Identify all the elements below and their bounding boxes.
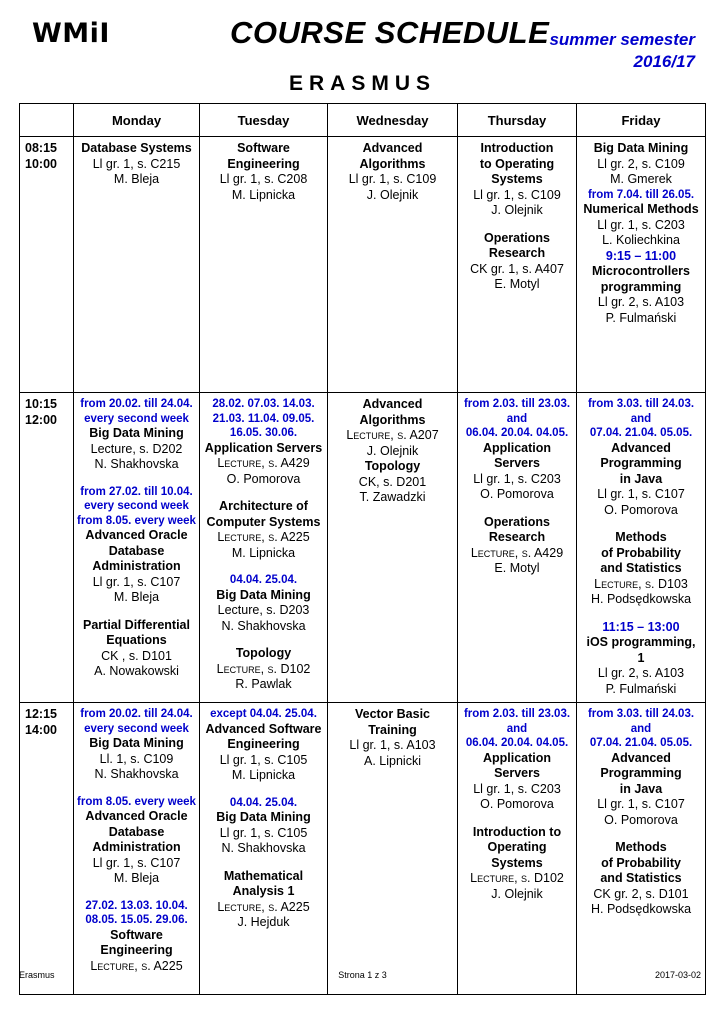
spacer [579, 828, 703, 840]
course-detail: T. Zawadzki [359, 490, 426, 504]
schedule-cell-thursday [458, 393, 577, 703]
course-detail: N. Shakhovska [221, 618, 306, 633]
time-slot-row [20, 137, 706, 393]
course-detail: Ll gr. 1, s. C109 [348, 172, 437, 186]
course-detail: J. Olejnik [491, 203, 543, 217]
course-detail: E. Motyl [494, 277, 540, 291]
schedule-cell-thursday [458, 703, 577, 995]
course-name: Software [237, 141, 290, 155]
semester-label [535, 29, 695, 73]
page-title: COURSE SCHEDULE [230, 15, 550, 50]
course-detail: CK , s. D101 [101, 648, 172, 663]
course-detail: E. Motyl [494, 561, 540, 575]
date-note: except 04.04. 25.04. [210, 708, 317, 720]
course-name: Servers [494, 766, 540, 780]
course-name: Microcontrollers [592, 264, 690, 278]
date-note: 28.02. 07.03. 14.03. [212, 398, 315, 410]
course-detail: Ll gr. 1, s. C105 [219, 752, 308, 767]
footer-left: Erasmus [19, 970, 55, 980]
program-subtitle: ERASMUS [288, 72, 436, 95]
course-detail: A. Lipnicki [364, 753, 421, 768]
date-note: and [630, 412, 652, 425]
spacer [579, 608, 703, 620]
date-note: and [506, 412, 528, 425]
time-note: 9:15 – 11:00 [605, 248, 677, 263]
course-detail: Lecture, s. A429 [470, 545, 564, 560]
spacer [202, 561, 325, 573]
course-name: Big Data Mining [593, 141, 689, 155]
time-end: 14:00 [25, 722, 57, 737]
date-note: and [506, 722, 528, 735]
course-name: 1 [637, 650, 645, 665]
course-name: Database [108, 824, 165, 839]
time-end: 12:00 [25, 412, 57, 427]
course-detail: CK gr. 1, s. A407 [470, 261, 564, 276]
course-detail: Lecture, s. A225 [217, 899, 310, 914]
date-note: from 7.04. till 26.05. [587, 188, 695, 201]
course-detail: M. Bleja [113, 590, 160, 604]
course-name: Engineering [100, 943, 173, 957]
course-detail: Ll gr. 1, s. C107 [92, 855, 181, 870]
date-note: from 8.05. every week [77, 795, 196, 808]
schedule-cell-friday [577, 703, 706, 995]
time-slot-cell [20, 137, 74, 393]
spacer [460, 813, 574, 825]
course-name: Advanced Oracle [85, 528, 188, 542]
schedule-table [19, 103, 706, 995]
course-name: in Java [619, 471, 663, 486]
spacer [202, 487, 325, 499]
date-note: 04.04. 25.04. [229, 574, 298, 586]
course-name: Programming [600, 766, 682, 780]
course-detail: Ll gr. 1, s. C203 [597, 217, 685, 232]
course-detail: J. Olejnik [491, 886, 543, 901]
course-name: in Java [619, 781, 663, 796]
spacer [76, 606, 197, 618]
course-detail: Lecture, s. D103 [594, 576, 688, 591]
course-name: Advanced Software [205, 721, 322, 736]
course-name: iOS programming, [586, 635, 696, 649]
day-header-tuesday: Tuesday [200, 104, 328, 137]
course-detail: N. Shakhovska [94, 767, 179, 781]
schedule-cell-friday [577, 393, 706, 703]
course-name: Application [482, 750, 552, 765]
time-slot-cell [20, 393, 74, 703]
date-note: from 2.03. till 23.03. [463, 708, 571, 720]
course-name: Analysis 1 [232, 884, 295, 898]
spacer [76, 783, 197, 795]
date-note: 27.02. 13.03. 10.04. [85, 899, 188, 912]
course-detail: O. Pomorova [604, 812, 678, 827]
footer-page-number: Strona 1 z 3 [338, 970, 387, 980]
course-detail: Ll gr. 2, s. A103 [597, 666, 685, 680]
time-slot-row [20, 703, 706, 995]
course-detail: Ll gr. 1, s. C203 [473, 781, 561, 796]
course-detail: Lecture, s. A207 [346, 428, 439, 442]
course-detail: P. Fulmański [605, 310, 677, 325]
course-detail: Lecture, s. A429 [217, 456, 310, 470]
course-detail: H. Podsędkowska [590, 902, 692, 916]
course-name: Equations [106, 633, 167, 647]
course-name: Operations [484, 514, 550, 529]
course-name: Methods [615, 530, 667, 544]
course-detail: Ll gr. 1, s. C105 [219, 825, 308, 840]
date-note: 16.05. 30.06. [229, 427, 298, 439]
course-name: Topology [364, 459, 421, 473]
course-detail: Lecture, s. A225 [217, 530, 310, 544]
date-note: 06.04. 20.04. 04.05. [465, 737, 569, 749]
time-end: 10:00 [25, 156, 57, 171]
course-detail: O. Pomorova [226, 471, 301, 486]
course-name: and Statistics [600, 561, 682, 575]
course-detail: Ll gr. 1, s. C208 [219, 172, 308, 186]
date-note: 07.04. 21.04. 05.05. [589, 737, 693, 749]
spacer [202, 857, 325, 869]
course-detail: Ll gr. 1, s. C203 [473, 471, 561, 486]
course-name: Big Data Mining [216, 810, 311, 824]
course-name: Big Data Mining [89, 426, 184, 440]
course-name: Engineering [227, 156, 300, 171]
course-name: Software [110, 927, 163, 942]
course-detail: P. Fulmański [605, 681, 677, 696]
course-name: Advanced [611, 440, 671, 455]
time-start: 08:15 [25, 141, 57, 155]
schedule-cell-wednesday [328, 393, 458, 703]
schedule-cell-wednesday [328, 137, 458, 393]
course-name: Administration [92, 559, 181, 573]
course-detail: O. Pomorova [604, 502, 678, 517]
course-name: of Probability [601, 545, 681, 560]
course-detail: Lecture, s. D102 [216, 661, 311, 676]
course-name: Database [108, 543, 165, 558]
time-start: 12:15 [25, 707, 57, 721]
course-name: Advanced [362, 141, 423, 155]
course-detail: CK, s. D201 [358, 474, 427, 489]
date-note: from 20.02. till 24.04. [80, 398, 193, 410]
course-name: Vector Basic [354, 707, 431, 721]
course-name: Introduction [480, 141, 554, 155]
footer-date: 2017-03-02 [654, 970, 701, 980]
time-header-cell [20, 104, 74, 137]
spacer [202, 784, 325, 796]
course-name: Systems [491, 855, 543, 870]
semester-line-1: summer semester [549, 30, 695, 49]
course-name: Advanced Oracle [85, 809, 188, 823]
course-detail: Ll gr. 1, s. C107 [92, 574, 181, 589]
course-name: Big Data Mining [89, 736, 184, 750]
date-note: 21.03. 11.04. 09.05. [212, 412, 315, 425]
course-detail: Lecture, s. D202 [90, 441, 183, 456]
course-detail: J. Hejduk [237, 915, 290, 929]
time-start: 10:15 [25, 397, 57, 411]
course-detail: Ll gr. 2, s. A103 [597, 295, 685, 309]
course-name: Mathematical [223, 868, 304, 883]
course-name: Introduction to [472, 824, 562, 839]
course-detail: L. Koliechkina [602, 233, 680, 247]
course-name: and Statistics [600, 871, 682, 885]
schedule-cell-monday [74, 393, 200, 703]
course-name: Application Servers [204, 440, 323, 455]
schedule-cell-monday [74, 703, 200, 995]
schedule-cell-friday [577, 137, 706, 393]
spacer [579, 518, 703, 530]
course-name: Database Systems [81, 141, 192, 155]
course-detail: M. Bleja [113, 871, 160, 885]
date-note: from 2.03. till 23.03. [463, 398, 571, 410]
course-detail: M. Lipnicka [231, 545, 296, 560]
course-name: Engineering [227, 737, 300, 751]
date-note: 08.05. 15.05. 29.06. [85, 914, 188, 926]
schedule-cell-wednesday [328, 703, 458, 995]
date-note: from 20.02. till 24.04. [80, 708, 193, 720]
schedule-cell-tuesday [200, 703, 328, 995]
course-name: Operating [487, 840, 547, 854]
spacer [460, 219, 574, 231]
course-detail: N. Shakhovska [94, 457, 179, 471]
day-header-thursday: Thursday [458, 104, 577, 137]
course-detail: Lecture, s. A225 [90, 958, 183, 973]
spacer [76, 473, 197, 485]
course-detail: Ll. 1, s. C109 [99, 751, 174, 766]
date-note: from 3.03. till 24.03. [587, 708, 695, 720]
course-detail: J. Olejnik [366, 187, 419, 202]
course-detail: M. Lipnicka [231, 187, 296, 202]
course-detail: M. Gmerek [610, 172, 672, 186]
faculty-logo-text: WMiI [32, 18, 110, 49]
course-name: of Probability [601, 855, 681, 870]
course-name: Programming [600, 456, 682, 470]
semester-line-2: 2016/17 [633, 52, 695, 71]
course-name: Research [488, 530, 546, 544]
course-name: Servers [494, 456, 540, 470]
course-name: Advanced [362, 397, 423, 411]
time-slot-cell [20, 703, 74, 995]
course-detail: H. Podsędkowska [590, 592, 692, 606]
day-header-wednesday: Wednesday [328, 104, 458, 137]
schedule-cell-tuesday [200, 393, 328, 703]
course-name: Systems [491, 172, 543, 186]
course-detail: N. Shakhovska [221, 841, 306, 855]
spacer [460, 503, 574, 515]
course-detail: Ll gr. 1, s. C215 [92, 156, 181, 171]
course-name: Numerical Methods [583, 202, 699, 216]
day-header-row [20, 104, 706, 137]
course-name: Architecture of [219, 499, 308, 513]
course-detail: O. Pomorova [480, 487, 554, 501]
spacer [76, 887, 197, 899]
schedule-cell-thursday [458, 137, 577, 393]
course-name: programming [600, 279, 682, 294]
course-detail: M. Lipnicka [231, 768, 296, 782]
date-note: every second week [84, 500, 189, 512]
course-name: Methods [615, 840, 667, 854]
course-name: Operations [484, 230, 550, 245]
course-detail: Ll gr. 1, s. A103 [349, 738, 436, 752]
course-name: Partial Differential [83, 617, 190, 632]
course-detail: R. Pawlak [235, 677, 292, 691]
course-name: Big Data Mining [216, 587, 311, 602]
date-note: 06.04. 20.04. 04.05. [465, 427, 569, 439]
time-note: 11:15 – 13:00 [602, 619, 680, 634]
course-name: Application [482, 440, 552, 455]
date-note: from 27.02. till 10.04. [80, 485, 193, 498]
date-note: 04.04. 25.04. [229, 796, 298, 809]
course-detail: Ll gr. 1, s. C107 [597, 487, 685, 501]
schedule-cell-monday [74, 137, 200, 393]
time-slot-row [20, 393, 706, 703]
course-name: Advanced [611, 750, 671, 765]
course-detail: Ll gr. 2, s. C109 [597, 156, 685, 171]
date-note: every second week [84, 412, 189, 425]
course-name: Administration [92, 840, 181, 854]
course-name: to Operating [479, 156, 555, 171]
course-detail: Ll gr. 1, s. C107 [597, 797, 685, 811]
schedule-cell-tuesday [200, 137, 328, 393]
date-note: and [630, 722, 652, 735]
day-header-friday: Friday [577, 104, 706, 137]
course-detail: Lecture, s. D102 [470, 871, 564, 885]
course-detail: J. Olejnik [366, 443, 419, 458]
course-name: Algorithms [359, 412, 426, 427]
course-detail: A. Nowakowski [94, 664, 179, 678]
course-detail: CK gr. 2, s. D101 [593, 886, 689, 901]
course-detail: Lecture, s. D203 [217, 603, 310, 617]
date-note: from 3.03. till 24.03. [587, 398, 695, 410]
date-note: from 8.05. every week [77, 514, 196, 527]
course-detail: Ll gr. 1, s. C109 [473, 187, 561, 202]
course-name: Algorithms [359, 156, 426, 171]
course-detail: M. Bleja [113, 172, 160, 186]
date-note: every second week [84, 722, 189, 735]
course-name: Research [488, 246, 546, 260]
spacer [202, 634, 325, 646]
day-header-monday: Monday [74, 104, 200, 137]
course-name: Training [368, 722, 417, 737]
course-detail: O. Pomorova [480, 797, 554, 811]
course-name: Topology [235, 646, 292, 660]
course-name: Computer Systems [206, 514, 321, 529]
date-note: 07.04. 21.04. 05.05. [589, 427, 693, 439]
